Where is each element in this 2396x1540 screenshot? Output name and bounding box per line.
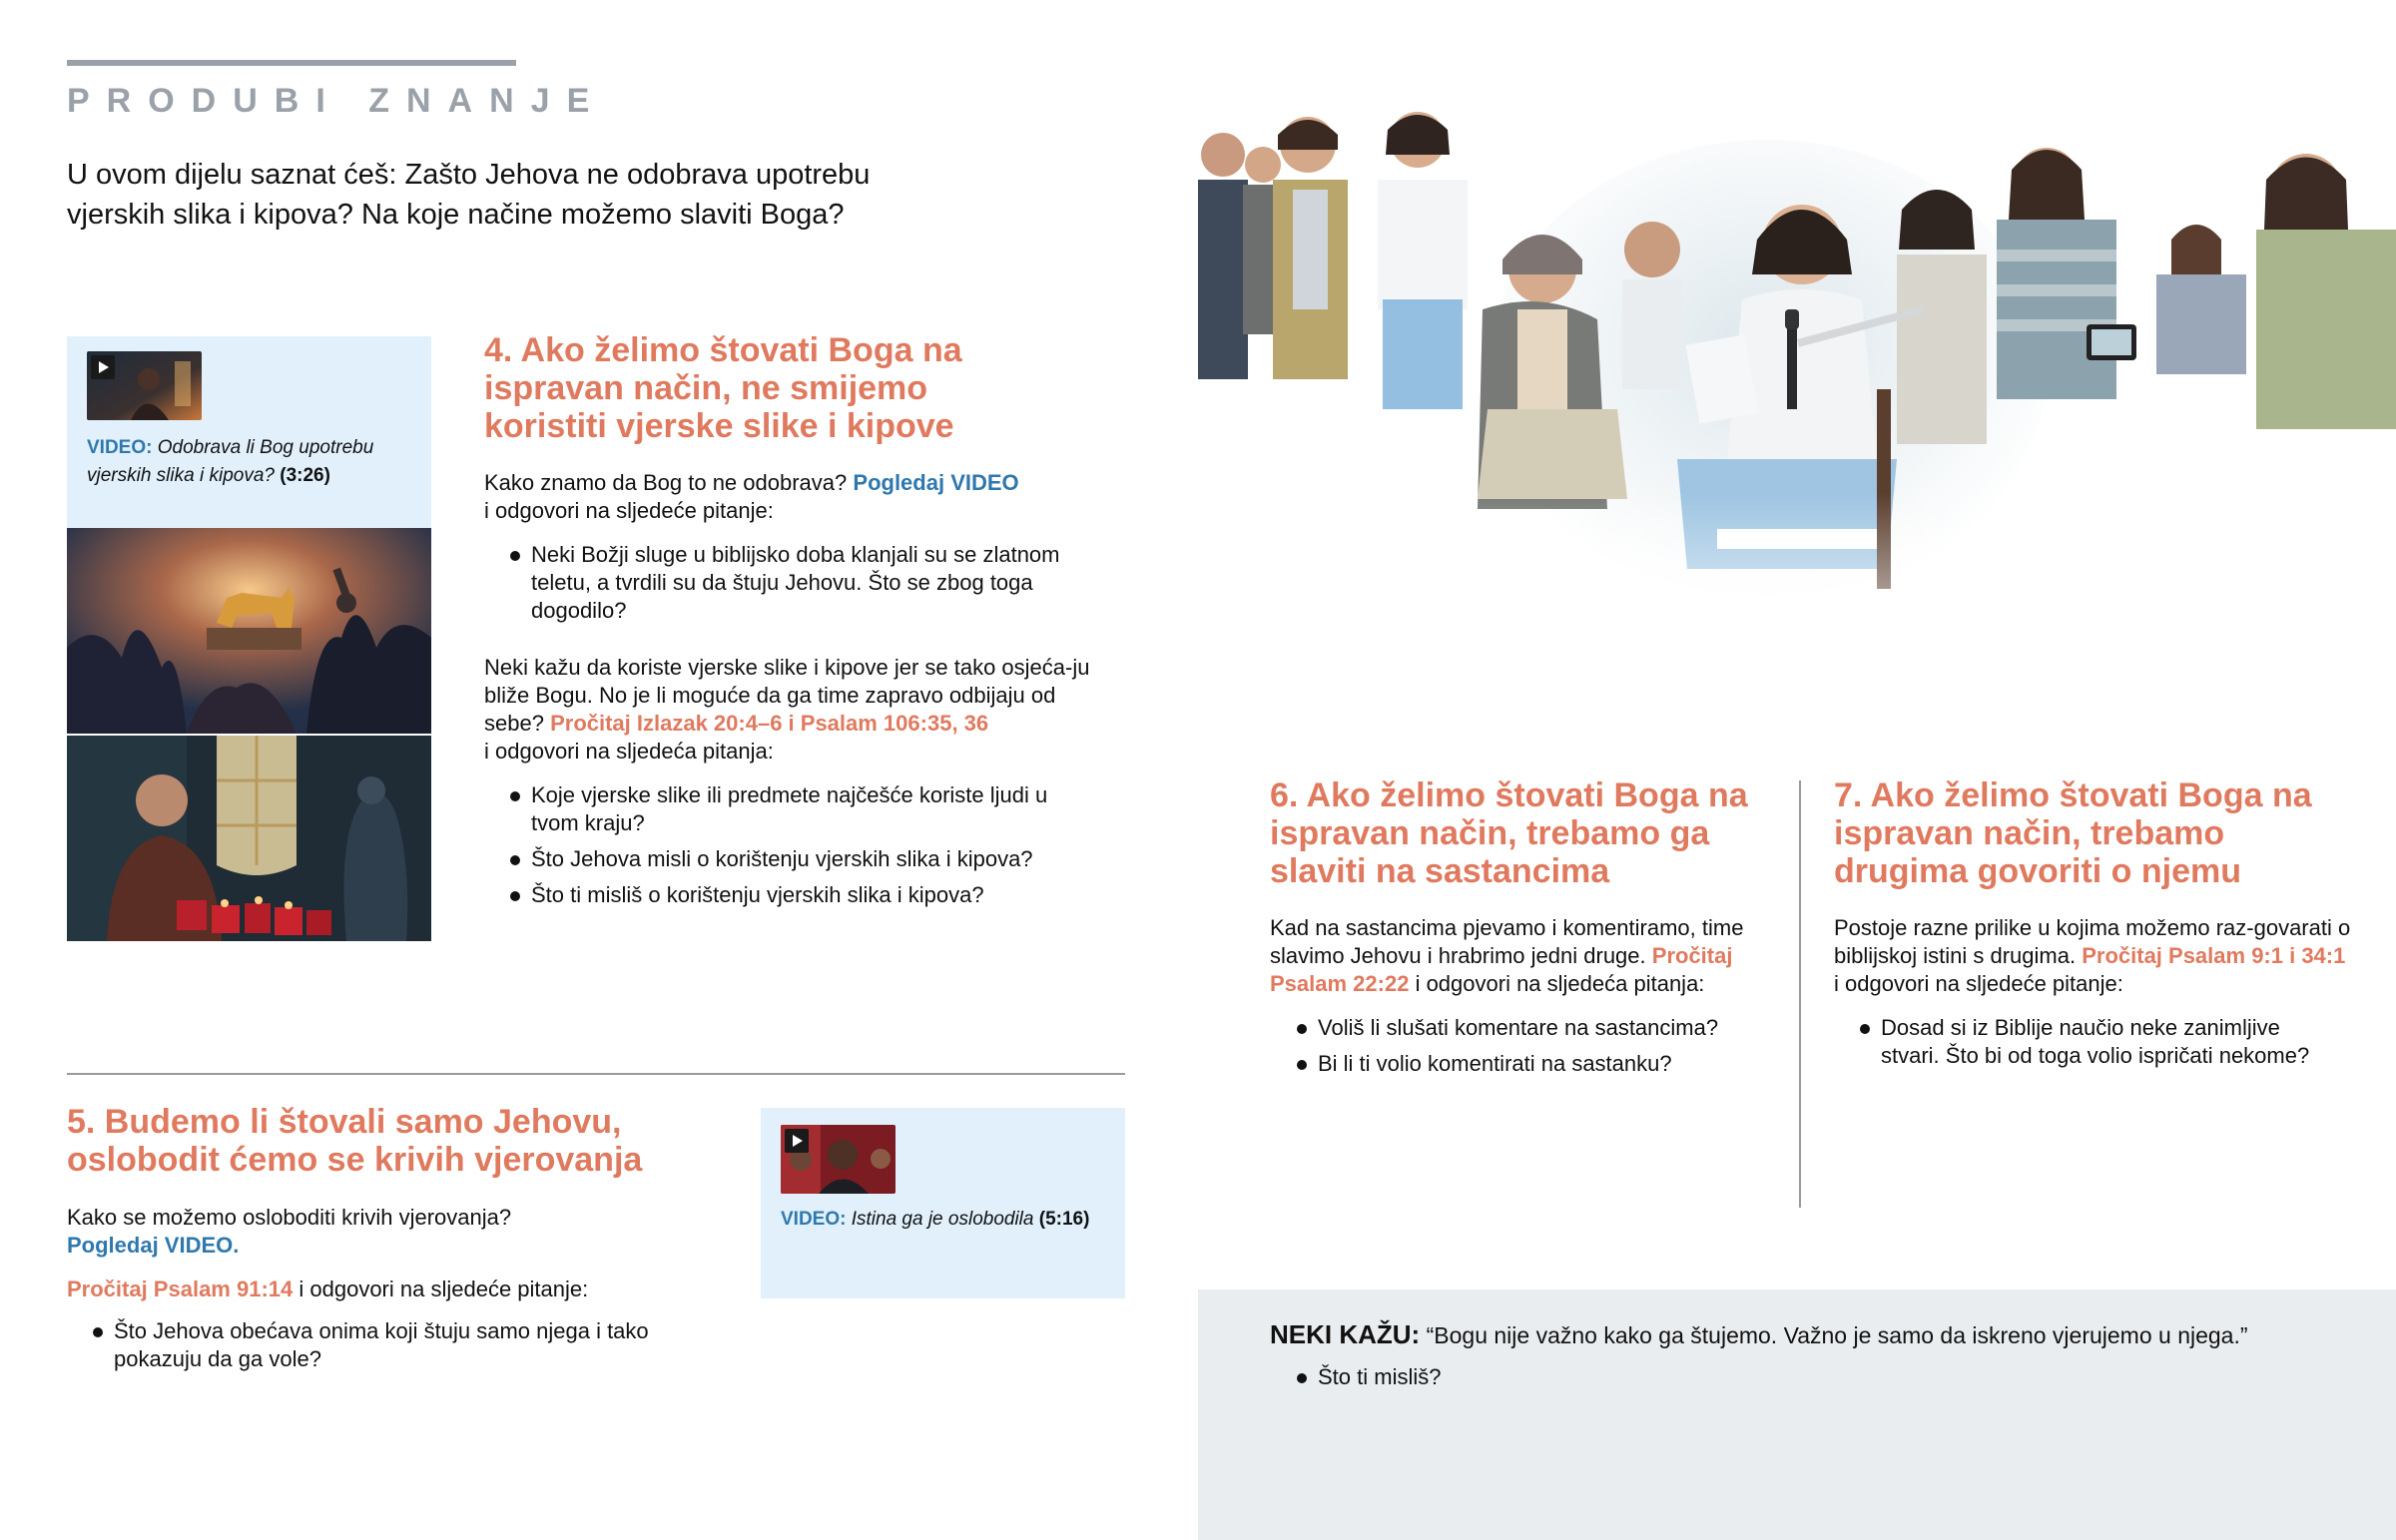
section-5-paragraph-1 [67,1204,666,1260]
section-6-questions [1294,1014,1793,1086]
video-label: VIDEO: [87,437,153,458]
question-item: Dosad si iz Biblije naučio neke zanimljive stvari. Što bi od toga volio ispričati nekome? [1857,1014,2326,1070]
section-5-paragraph-2 [67,1276,686,1303]
video-thumbnail[interactable] [781,1125,896,1194]
section-4-heading: 4. Ako želimo štovati Boga na ispravan način, ne smijemo koristiti vjerske slike i kipove [484,331,962,445]
congregation-illustration [1198,110,2396,699]
section-5-heading: 5. Budemo li štovali samo Jehovu, oslobodit ćemo se krivih vjerovanja [67,1103,643,1179]
some-say-quote: “Bogu nije važno kako ga štujemo. Važno je samo da iskreno vjerujemo u njega.” [1426,1322,2248,1348]
section-7-questions [1857,1014,2326,1078]
some-say-questions [1294,1363,1893,1399]
section-kicker: PRODUBI ZNANJE [67,82,607,120]
video-card-5[interactable] [761,1108,1125,1298]
video-title: Istina ga je oslobodila [851,1209,1034,1230]
question-item: Koje vjerske slike ili predmete najčešće koriste ljudi u tvom kraju? [507,781,1086,837]
section-divider [67,1073,1125,1075]
section-7-heading: 7. Ako želimo štovati Boga na ispravan način, trebamo drugima govoriti o njemu [1834,776,2312,890]
question-item: Što Jehova misli o korištenju vjerskih slika i kipova? [507,845,1086,873]
section-4-paragraph-2 [484,654,1103,766]
section-5-questions [90,1317,649,1381]
question-item: Voliš li slušati komentare na sastancima? [1294,1014,1793,1042]
section-7-paragraph [1834,914,2353,998]
video-title: Odobrava li Bog upotrebu vjerskih slika i kipova? [87,437,374,486]
question-item: Što ti misliš? [1294,1363,1893,1391]
intro-text: U ovom dijelu saznat ćeš: Zašto Jehova ne odobrava upotrebu vjerskih slika i kipova? Na koje načine možemo slaviti Boga? [67,159,871,231]
column-divider [1799,780,1801,1208]
paragraph-tail: i odgovori na sljedeća pitanja: [1415,971,1705,996]
paragraph-text: Neki kažu da koriste vjerske slike i kipove jer se tako osjeća-ju bliže Bogu. No je li moguće da ga time zapravo odbijaju od sebe? [484,655,1090,736]
video-caption [781,1206,1110,1234]
praying-man-image [67,736,431,941]
paragraph-text: Kako znamo da Bog to ne odobrava? [484,470,848,495]
paragraph-text: Kad na sastancima pjevamo i komentiramo, time slavimo Jehovu i hrabrimo jedni druge. [1270,915,1744,968]
section-6-heading: 6. Ako želimo štovati Boga na ispravan način, trebamo ga slaviti na sastancima [1270,776,1748,890]
watch-video-link[interactable]: Pogledaj VIDEO. [67,1233,240,1258]
video-duration: (3:26) [280,465,330,486]
video-thumbnail[interactable] [87,351,202,420]
scripture-link[interactable]: Pročitaj Izlazak 20:4–6 i Psalam 106:35, 36 [550,711,989,736]
golden-calf-image [67,528,431,734]
question-item: Neki Božji sluge u biblijsko doba klanjali su se zlatnom teletu, a tvrdili su da štuju Jehovu. Što se zbog toga dogodilo? [507,541,1096,625]
section-4-questions-1 [507,541,1096,633]
some-say-statement [1270,1317,2368,1352]
scripture-link[interactable]: Pročitaj Psalam 22:22 [1270,943,1733,996]
section-4-paragraph-1 [484,469,1103,525]
section-6-paragraph [1270,914,1789,998]
some-say-label: NEKI KAŽU: [1270,1319,1421,1349]
paragraph-tail: i odgovori na sljedeće pitanje: [1834,971,2123,996]
question-item: Što Jehova obećava onima koji štuju samo njega i tako pokazuju da ga vole? [90,1317,649,1373]
question-item: Bi li ti volio komentirati na sastanku? [1294,1050,1793,1078]
paragraph-tail: i odgovori na sljedeće pitanje: [299,1277,589,1301]
video-card-4[interactable] [67,336,431,528]
video-caption [87,434,416,490]
header-rule [67,60,516,66]
play-icon [785,1129,809,1153]
question-item: Što ti misliš o korištenju vjerskih slika i kipova? [507,881,1086,909]
section-4-questions-2 [507,781,1086,917]
paragraph-tail: i odgovori na sljedeće pitanje: [484,498,774,523]
scripture-link[interactable]: Pročitaj Psalam 9:1 i 34:1 [2082,943,2346,968]
watch-video-link[interactable]: Pogledaj VIDEO [853,470,1019,495]
video-duration: (5:16) [1038,1209,1090,1230]
video-label: VIDEO: [781,1209,847,1230]
paragraph-tail: i odgovori na sljedeća pitanja: [484,739,774,764]
paragraph-text: Kako se možemo osloboditi krivih vjerovanja? [67,1205,512,1230]
scripture-link[interactable]: Pročitaj Psalam 91:14 [67,1277,294,1301]
play-icon [91,355,115,379]
paragraph-text: Postoje razne prilike u kojima možemo raz-govarati o biblijskoj istini s drugima. [1834,915,2351,968]
